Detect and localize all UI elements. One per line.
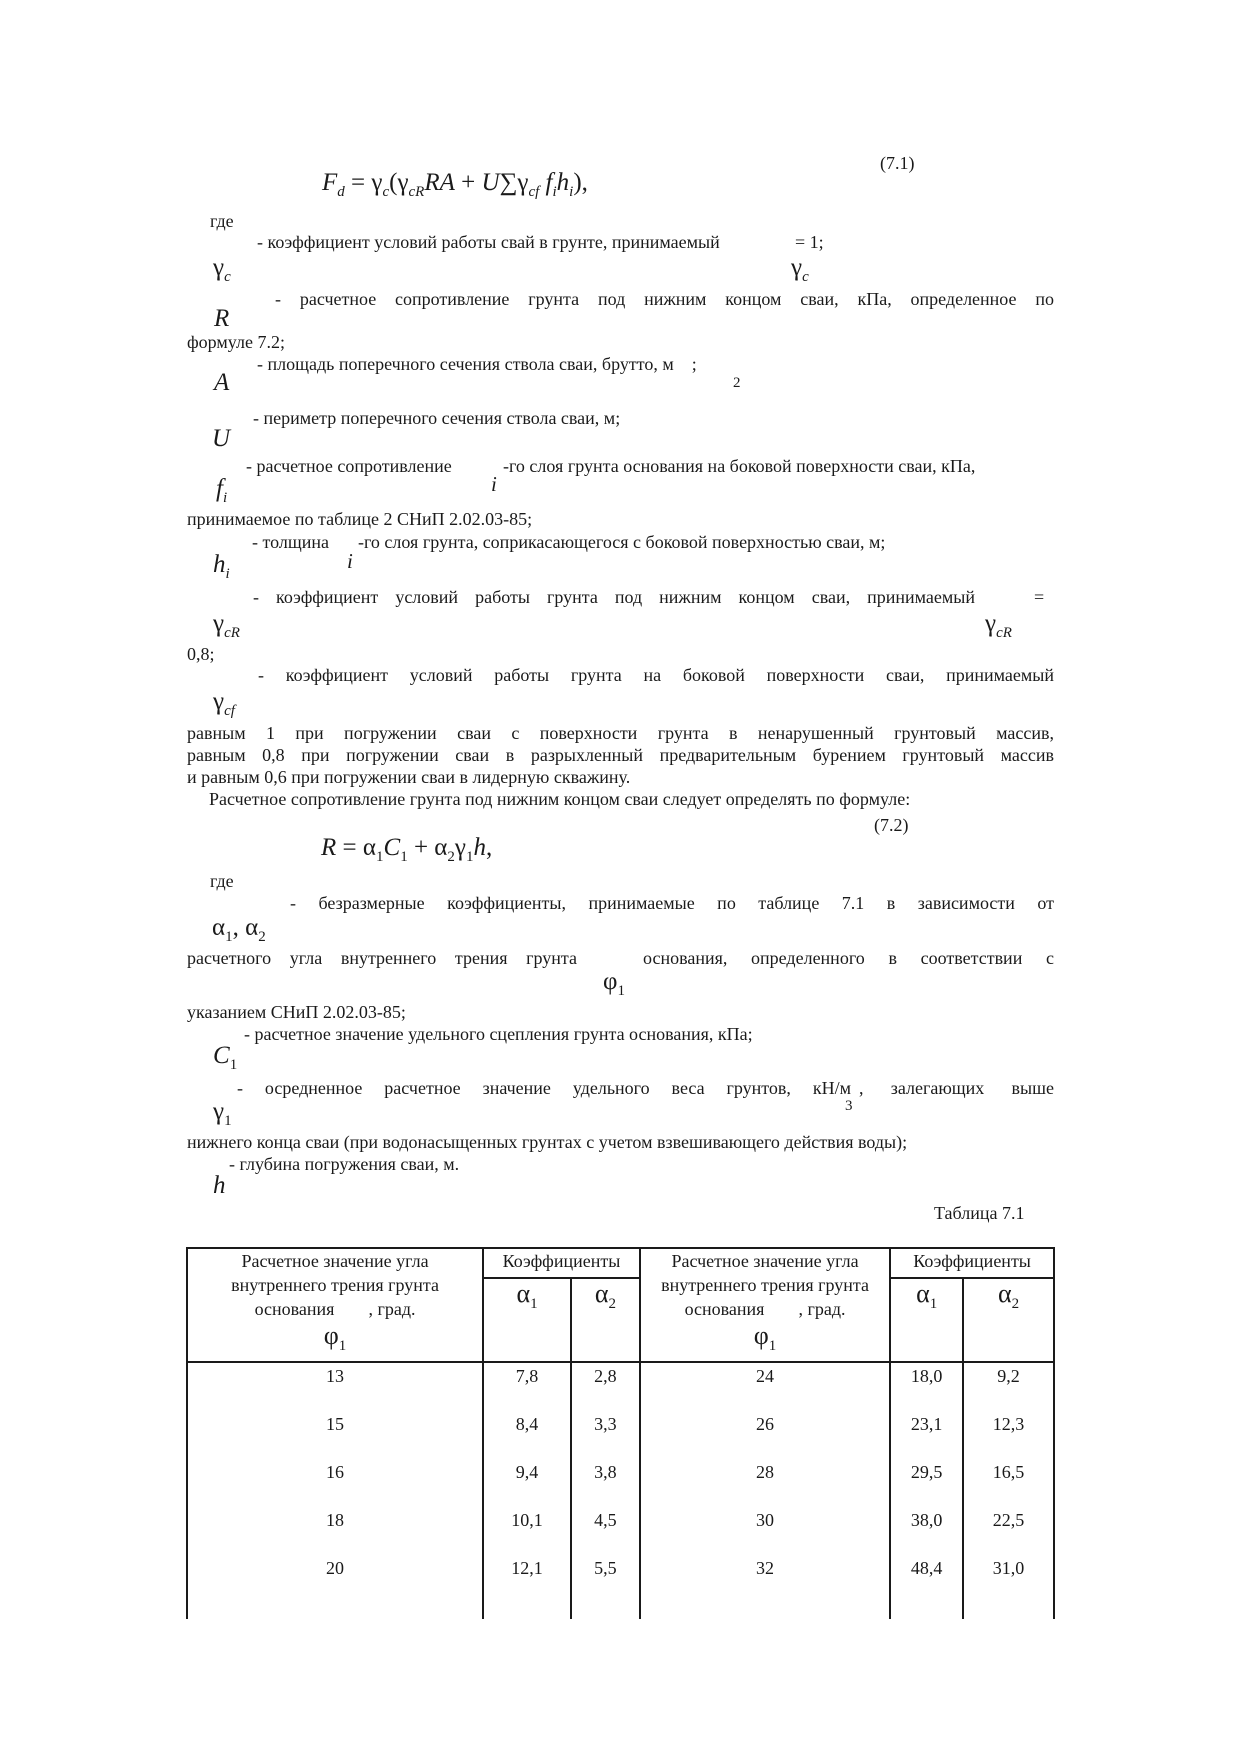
symbol-phi-1: $\varphi_1$ bbox=[603, 968, 625, 999]
def-f-text-2: принимаемое по таблице 2 СНиП 2.02.03-85; bbox=[187, 509, 533, 529]
header-coef-left: Коэффициенты bbox=[483, 1248, 640, 1278]
coefficients-table bbox=[186, 1247, 1055, 1619]
def-gamma-cR-eq: = bbox=[1034, 587, 1045, 607]
header-angle-left: Расчетное значение угла внутреннего трения грунта основания , град. $\varphi_1$ bbox=[187, 1248, 483, 1362]
table-row bbox=[187, 1555, 1054, 1619]
where-label-1: где bbox=[210, 211, 234, 231]
cell-alpha2-left: 3,8 bbox=[571, 1459, 640, 1507]
table-caption: Таблица 7.1 bbox=[934, 1203, 1025, 1223]
cell-alpha1-right: 38,0 bbox=[890, 1507, 963, 1555]
cell-alpha2-right: 31,0 bbox=[963, 1555, 1054, 1619]
def-gamma1-text-a: - осредненное расчетное значение удельного веса грунтов, кН/м bbox=[237, 1078, 851, 1098]
def-alpha-text: - безразмерные коэффициенты, принимаемые по таблице 7.1 в зависимости от bbox=[290, 893, 1054, 913]
def-h-depth-text: - глубина погружения сваи, м. bbox=[229, 1154, 460, 1174]
cell-phi-left: 15 bbox=[187, 1411, 483, 1459]
def-gamma1-line-2: нижнего конца сваи (при водонасыщенных грунтах с учетом взвешивающего действия воды); bbox=[187, 1132, 908, 1152]
def-gamma-cf-text: - коэффициент условий работы грунта на боковой поверхности сваи, принимаемый bbox=[258, 665, 1054, 685]
formula-7-2-number: (7.2) bbox=[874, 815, 909, 835]
header-coef-right: Коэффициенты bbox=[890, 1248, 1054, 1278]
cell-phi-right: 32 bbox=[640, 1555, 890, 1619]
cell-alpha2-left: 2,8 bbox=[571, 1362, 640, 1411]
symbol-alpha-1-2: $\alpha_1$, $\alpha_2$ bbox=[212, 914, 266, 945]
table-row bbox=[187, 1362, 1054, 1411]
def-A-text: - площадь поперечного сечения ствола сваи, брутто, м ; bbox=[257, 354, 697, 374]
def-gamma-cf-line-3: равным 0,8 при погружении сваи в разрыхленный предварительным бурением грунтовый массив bbox=[187, 745, 1054, 765]
cell-alpha1-right: 48,4 bbox=[890, 1555, 963, 1619]
cell-alpha1-left: 12,1 bbox=[483, 1555, 571, 1619]
symbol-gamma-cR-inline: $\gamma_{cR}$ bbox=[985, 610, 1012, 641]
def-gamma-cR-text: - коэффициент условий работы грунта под нижним концом сваи, принимаемый bbox=[253, 587, 975, 607]
def-f-index-i: i bbox=[491, 472, 497, 496]
symbol-R: R bbox=[214, 305, 230, 332]
symbol-f-i: $f_i$ bbox=[216, 475, 228, 506]
cell-phi-right: 30 bbox=[640, 1507, 890, 1555]
header-alpha2-left: $\alpha_2$ bbox=[571, 1278, 640, 1362]
symbol-gamma-1: $\gamma_1$ bbox=[213, 1098, 232, 1129]
def-gamma-cf-line-4: и равным 0,6 при погружении сваи в лидерную скважину. bbox=[187, 767, 631, 787]
table-row bbox=[187, 1459, 1054, 1507]
cell-phi-left: 16 bbox=[187, 1459, 483, 1507]
cell-alpha1-left: 8,4 bbox=[483, 1411, 571, 1459]
cell-phi-right: 26 bbox=[640, 1411, 890, 1459]
cell-alpha2-right: 22,5 bbox=[963, 1507, 1054, 1555]
symbol-h-i: $h_i$ bbox=[213, 551, 230, 582]
cell-alpha2-left: 4,5 bbox=[571, 1507, 640, 1555]
cell-alpha2-right: 16,5 bbox=[963, 1459, 1054, 1507]
def-gamma-cR-text-2: 0,8; bbox=[187, 644, 215, 664]
cell-alpha2-left: 3,3 bbox=[571, 1411, 640, 1459]
cell-alpha1-right: 29,5 bbox=[890, 1459, 963, 1507]
symbol-gamma-cf: $\gamma_{cf}$ bbox=[213, 688, 235, 719]
def-gamma-c-eq: = 1; bbox=[795, 232, 824, 252]
cell-alpha1-left: 9,4 bbox=[483, 1459, 571, 1507]
def-gamma-cf-line-2: равным 1 при погружении сваи с поверхности грунта в ненарушенный грунтовый массив, bbox=[187, 723, 1054, 743]
table-row bbox=[187, 1411, 1054, 1459]
cell-phi-right: 24 bbox=[640, 1362, 890, 1411]
symbol-h-depth: h bbox=[213, 1172, 226, 1199]
formula-7-2: $R = \alpha_1C_1 + \alpha_2\gamma_1h$, bbox=[321, 834, 493, 865]
cell-phi-right: 28 bbox=[640, 1459, 890, 1507]
cell-phi-left: 18 bbox=[187, 1507, 483, 1555]
def-alpha-line-2b: основания, определенного в соответствии с bbox=[643, 948, 1054, 968]
def-f-text-b: -го слоя грунта основания на боковой поверхности сваи, кПа, bbox=[503, 456, 976, 476]
cell-phi-left: 13 bbox=[187, 1362, 483, 1411]
def-gamma1-sup: 3 bbox=[845, 1098, 853, 1114]
def-A-sup: 2 bbox=[733, 375, 741, 391]
def-gamma-c-text: - коэффициент условий работы свай в грунте, принимаемый bbox=[257, 232, 720, 252]
def-alpha-line-3: указанием СНиП 2.02.03-85; bbox=[187, 1002, 406, 1022]
header-alpha1-left: $\alpha_1$ bbox=[483, 1278, 571, 1362]
header-alpha1-right: $\alpha_1$ bbox=[890, 1278, 963, 1362]
symbol-C1: $C_1$ bbox=[213, 1042, 238, 1073]
table-row bbox=[187, 1507, 1054, 1555]
def-h-index-i: i bbox=[347, 549, 353, 573]
cell-alpha1-left: 7,8 bbox=[483, 1362, 571, 1411]
header-angle-right: Расчетное значение угла внутреннего трения грунта основания , град. $\varphi_1$ bbox=[640, 1248, 890, 1362]
cell-alpha2-left: 5,5 bbox=[571, 1555, 640, 1619]
cell-alpha1-left: 10,1 bbox=[483, 1507, 571, 1555]
cell-alpha2-right: 9,2 bbox=[963, 1362, 1054, 1411]
header-alpha2-right: $\alpha_2$ bbox=[963, 1278, 1054, 1362]
symbol-gamma-cR: $\gamma_{cR}$ bbox=[213, 610, 240, 641]
cell-alpha2-right: 12,3 bbox=[963, 1411, 1054, 1459]
cell-alpha1-right: 18,0 bbox=[890, 1362, 963, 1411]
def-gamma1-text-b: , залегающих выше bbox=[859, 1078, 1054, 1098]
def-f-text-a: - расчетное сопротивление bbox=[246, 456, 452, 476]
cell-alpha1-right: 23,1 bbox=[890, 1411, 963, 1459]
def-alpha-line-2a: расчетного угла внутреннего трения грунта bbox=[187, 948, 577, 968]
def-C1-text: - расчетное значение удельного сцепления грунта основания, кПа; bbox=[244, 1024, 753, 1044]
formula-7-1-number: (7.1) bbox=[880, 153, 915, 173]
where-label-2: где bbox=[210, 871, 234, 891]
paragraph-resistance: Расчетное сопротивление грунта под нижним концом сваи следует определять по формуле: bbox=[209, 789, 911, 809]
formula-7-1: $F_d = \gamma_c(\gamma_{cR}RA + U\sum\gamma_{cf}$ $f_ih_i$), bbox=[322, 169, 588, 200]
def-h-text-a: - толщина bbox=[252, 532, 329, 552]
symbol-A: A bbox=[214, 369, 230, 396]
def-h-text-b: -го слоя грунта, соприкасающегося с боковой поверхностью сваи, м; bbox=[358, 532, 886, 552]
def-R-text: - расчетное сопротивление грунта под нижним концом сваи, кПа, определенное по bbox=[275, 289, 1054, 309]
def-R-text-2: формуле 7.2; bbox=[187, 332, 285, 352]
symbol-gamma-c-inline: $\gamma_c$ bbox=[791, 254, 809, 285]
symbol-U: U bbox=[212, 425, 231, 452]
symbol-gamma-c: $\gamma_c$ bbox=[213, 254, 231, 285]
def-U-text: - периметр поперечного сечения ствола сваи, м; bbox=[253, 408, 621, 428]
cell-phi-left: 20 bbox=[187, 1555, 483, 1619]
